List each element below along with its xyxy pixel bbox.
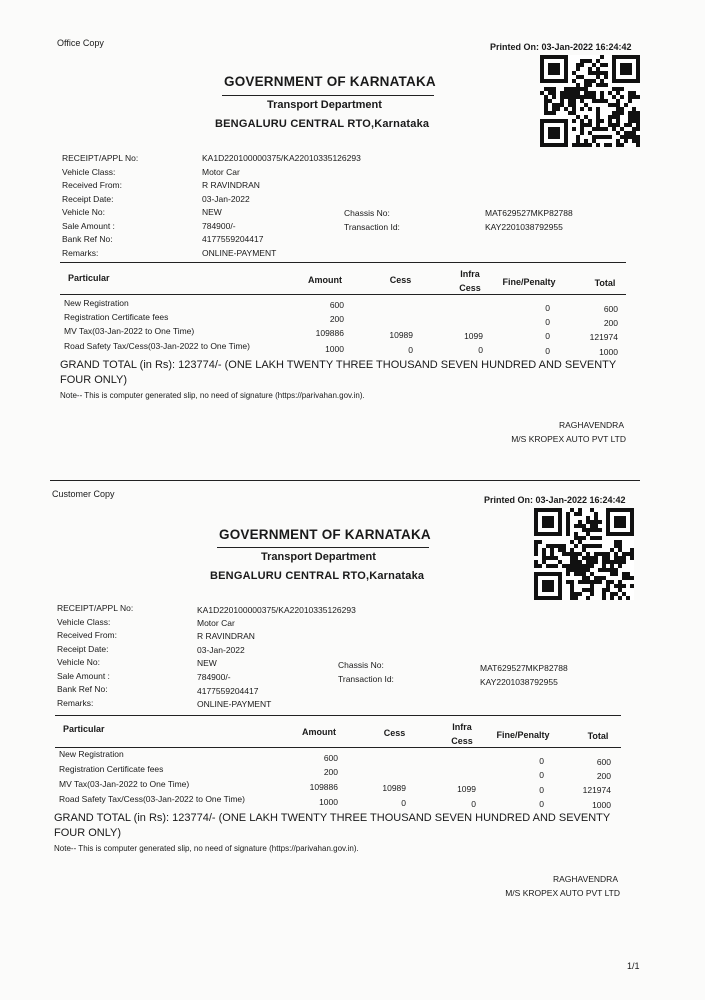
row-fine: 0 <box>539 756 544 766</box>
title-divider <box>222 95 434 96</box>
row-fine: 0 <box>545 317 550 327</box>
row-particular: MV Tax(03-Jan-2022 to One Time) <box>64 326 195 336</box>
th-amount: Amount <box>308 275 342 285</box>
chassis-value: MAT629527MKP82788 <box>480 663 568 673</box>
row-amount: 109886 <box>309 782 338 792</box>
row-particular: Registration Certificate fees <box>64 312 169 322</box>
row-fine: 0 <box>545 331 550 341</box>
row-infra: 0 <box>471 799 476 809</box>
row-total: 1000 <box>599 347 618 357</box>
printed-on: Printed On: 03-Jan-2022 16:24:42 <box>484 495 626 505</box>
chassis-label: Chassis No: <box>338 660 384 670</box>
row-infra: 1099 <box>464 331 483 341</box>
chassis-value: MAT629527MKP82788 <box>485 208 573 218</box>
th-amount: Amount <box>302 727 336 737</box>
receipt-date-label: Receipt Date: <box>57 644 109 654</box>
table-top-rule <box>55 715 621 716</box>
printed-on: Printed On: 03-Jan-2022 16:24:42 <box>490 42 632 52</box>
row-total: 121974 <box>582 785 611 795</box>
vehicle-class-value: Motor Car <box>197 618 235 628</box>
transaction-label: Transaction Id: <box>338 674 394 684</box>
row-fine: 0 <box>545 346 550 356</box>
row-total: 1000 <box>592 800 611 810</box>
govt-title: GOVERNMENT OF KARNATAKA <box>219 527 431 542</box>
copy-label: Customer Copy <box>52 489 115 499</box>
row-total: 600 <box>596 757 611 767</box>
govt-title: GOVERNMENT OF KARNATAKA <box>224 74 436 89</box>
vehicle-class-label: Vehicle Class: <box>62 167 116 177</box>
row-particular: Road Safety Tax/Cess(03-Jan-2022 to One Time) <box>64 341 250 351</box>
signatory-company: M/S KROPEX AUTO PVT LTD <box>505 888 620 898</box>
vehicle-no-label: Vehicle No: <box>62 207 105 217</box>
received-from-value: R RAVINDRAN <box>202 180 260 190</box>
row-particular: New Registration <box>59 749 124 759</box>
th-cess: Cess <box>383 728 406 738</box>
transaction-label: Transaction Id: <box>344 222 400 232</box>
row-total: 200 <box>603 318 618 328</box>
title-divider <box>217 547 429 548</box>
rto-name: BENGALURU CENTRAL RTO,Karnataka <box>210 570 425 582</box>
receipt-date-value: 03-Jan-2022 <box>202 194 250 204</box>
table-header-rule <box>60 294 626 295</box>
received-from-label: Received From: <box>57 630 117 640</box>
row-particular: MV Tax(03-Jan-2022 to One Time) <box>59 779 190 789</box>
row-amount: 200 <box>329 314 344 324</box>
row-fine: 0 <box>545 303 550 313</box>
qr-code-icon <box>540 55 640 147</box>
row-fine: 0 <box>539 785 544 795</box>
row-total: 600 <box>603 304 618 314</box>
row-fine: 0 <box>539 799 544 809</box>
row-cess: 0 <box>401 798 406 808</box>
transaction-value: KAY2201038792955 <box>480 677 558 687</box>
remarks-label: Remarks: <box>57 698 94 708</box>
row-cess: 10989 <box>382 783 406 793</box>
remarks-value: ONLINE-PAYMENT <box>202 248 277 258</box>
row-total: 121974 <box>589 332 618 342</box>
copy-separator <box>50 480 640 481</box>
rto-name: BENGALURU CENTRAL RTO,Karnataka <box>215 118 430 130</box>
page-number: 1/1 <box>627 961 640 971</box>
row-fine: 0 <box>539 770 544 780</box>
row-amount: 109886 <box>315 328 344 338</box>
sale-amount-label: Sale Amount : <box>62 221 115 231</box>
remarks-value: ONLINE-PAYMENT <box>197 699 272 709</box>
receipt-value: KA1D220100000375/KA22010335126293 <box>202 153 361 163</box>
department: Transport Department <box>261 551 376 563</box>
row-amount: 600 <box>329 300 344 310</box>
grand-total: GRAND TOTAL (in Rs): 123774/- (ONE LAKH TWENTY THREE THOUSAND SEVEN HUNDRED AND SEVENTY FOUR ONLY) <box>60 359 617 386</box>
sale-amount-label: Sale Amount : <box>57 671 110 681</box>
receipt-date-label: Receipt Date: <box>62 194 114 204</box>
th-total: Total <box>594 278 616 288</box>
receipt-date-value: 03-Jan-2022 <box>197 645 245 655</box>
row-cess: 0 <box>408 345 413 355</box>
row-amount: 1000 <box>319 797 338 807</box>
signatory-name: RAGHAVENDRA <box>558 420 624 430</box>
signatory-name: RAGHAVENDRA <box>552 874 618 884</box>
note: Note-- This is computer generated slip, no need of signature (https://parivahan.gov.in). <box>54 844 359 853</box>
vehicle-class-label: Vehicle Class: <box>57 617 111 627</box>
th-particular: Particular <box>63 724 105 734</box>
vehicle-no-label: Vehicle No: <box>57 657 100 667</box>
row-infra: 1099 <box>457 784 476 794</box>
transaction-value: KAY2201038792955 <box>485 222 563 232</box>
bank-ref-value: 4177559204417 <box>202 234 264 244</box>
th-particular: Particular <box>68 273 110 283</box>
vehicle-class-value: Motor Car <box>202 167 240 177</box>
table-header-rule <box>55 747 621 748</box>
row-amount: 1000 <box>325 344 344 354</box>
bank-ref-label: Bank Ref No: <box>57 684 108 694</box>
th-infra-cess: Infra Cess <box>451 722 473 746</box>
signatory-company: M/S KROPEX AUTO PVT LTD <box>511 434 626 444</box>
sale-amount-value: 784900/- <box>202 221 236 231</box>
row-amount: 600 <box>323 753 338 763</box>
th-cess: Cess <box>389 275 412 285</box>
grand-total: GRAND TOTAL (in Rs): 123774/- (ONE LAKH TWENTY THREE THOUSAND SEVEN HUNDRED AND SEVENTY FOUR ONLY) <box>54 812 611 839</box>
bank-ref-label: Bank Ref No: <box>62 234 113 244</box>
row-amount: 200 <box>323 767 338 777</box>
received-from-value: R RAVINDRAN <box>197 631 255 641</box>
bank-ref-value: 4177559204417 <box>197 686 259 696</box>
remarks-label: Remarks: <box>62 248 99 258</box>
th-fine: Fine/Penalty <box>502 277 556 287</box>
qr-code-icon <box>534 508 634 600</box>
receipt-label: RECEIPT/APPL No: <box>62 153 139 163</box>
received-from-label: Received From: <box>62 180 122 190</box>
copy-label: Office Copy <box>57 38 104 48</box>
vehicle-no-value: NEW <box>197 658 217 668</box>
receipt-value: KA1D220100000375/KA22010335126293 <box>197 605 356 615</box>
th-total: Total <box>587 731 609 741</box>
receipt-label: RECEIPT/APPL No: <box>57 603 134 613</box>
chassis-label: Chassis No: <box>344 208 390 218</box>
vehicle-no-value: NEW <box>202 207 222 217</box>
row-particular: New Registration <box>64 298 129 308</box>
row-cess: 10989 <box>389 330 413 340</box>
table-top-rule <box>60 262 626 263</box>
sale-amount-value: 784900/- <box>197 672 231 682</box>
row-particular: Road Safety Tax/Cess(03-Jan-2022 to One Time) <box>59 794 245 804</box>
th-fine: Fine/Penalty <box>496 730 550 740</box>
department: Transport Department <box>267 99 382 111</box>
row-particular: Registration Certificate fees <box>59 764 164 774</box>
th-infra-cess: Infra Cess <box>459 269 481 293</box>
row-infra: 0 <box>478 345 483 355</box>
note: Note-- This is computer generated slip, no need of signature (https://parivahan.gov.in). <box>60 391 365 400</box>
row-total: 200 <box>596 771 611 781</box>
